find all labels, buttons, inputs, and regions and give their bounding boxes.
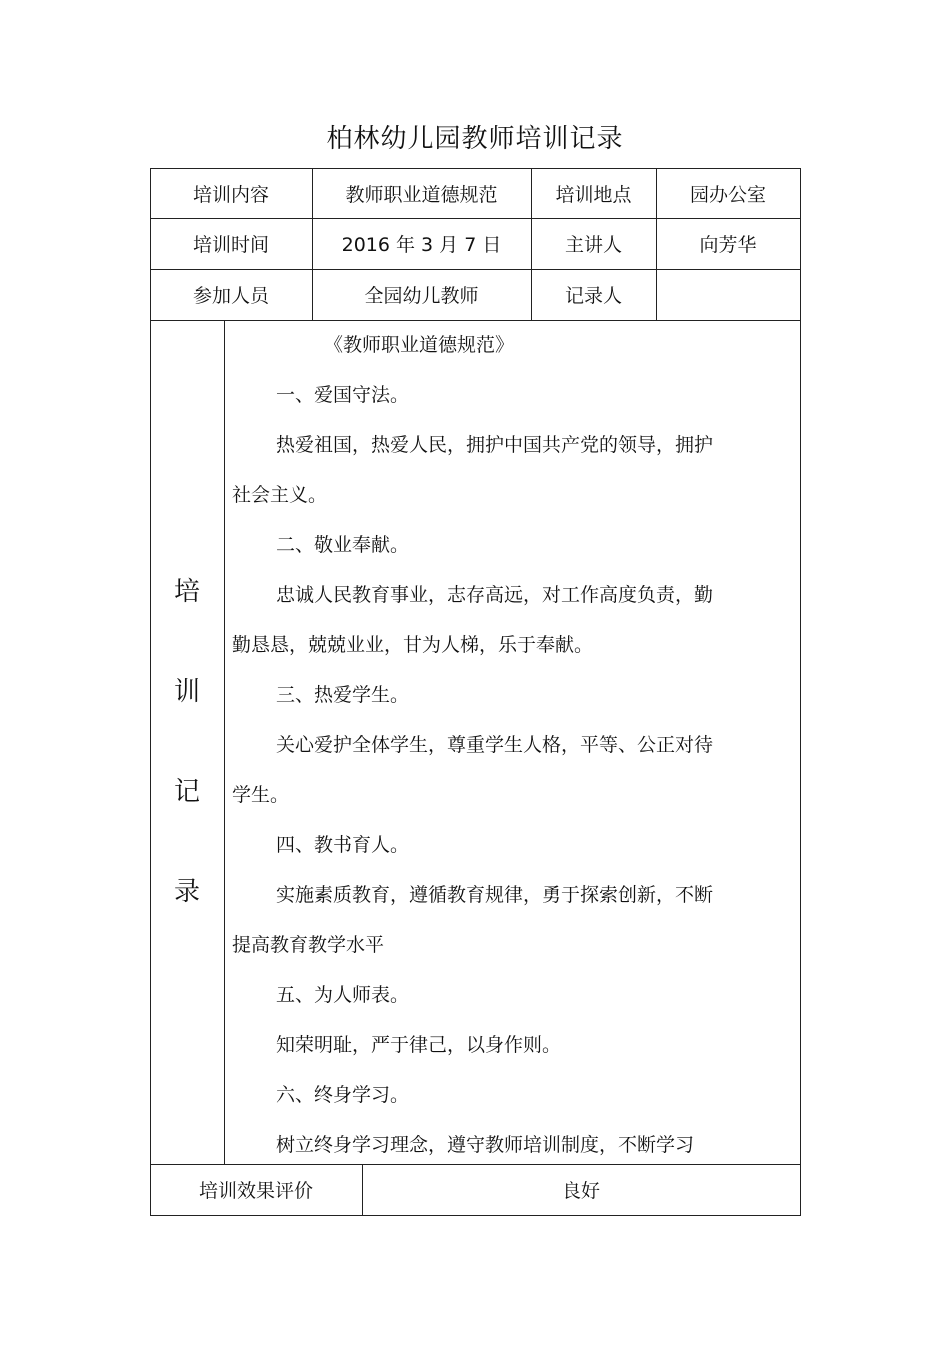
record-side-label [150,320,224,1164]
text-line: 关心爱护全体学生，尊重学生人格，平等、公正对待 [276,734,714,756]
label-location: 培训地点 [555,183,632,206]
label-speaker: 主讲人 [564,234,622,256]
text-line: 二、敬业奉献。 [276,534,410,556]
value-recorder [656,269,800,320]
text-line: 热爱祖国，热爱人民，拥护中国共产党的领导，拥护 [276,434,714,456]
text-line: 一、爱国守法。 [276,384,410,406]
side-char: 录 [173,877,200,907]
side-char: 训 [173,677,200,707]
label-content: 培训内容 [192,183,269,206]
text-line: 勤恳恳，兢兢业业，甘为人梯，乐于奉献。 [232,634,594,656]
text-line: 提高教育教学水平 [232,934,385,956]
text-line: 学生。 [232,784,290,806]
text-line: 六、终身学习。 [276,1084,410,1106]
label-evaluation: 培训效果评价 [198,1180,313,1202]
text-line: 社会主义。 [232,484,328,506]
value-participants: 全园幼儿教师 [364,285,479,307]
value-speaker: 向芳华 [699,234,757,256]
value-content: 教师职业道德规范 [345,183,498,206]
text-line: 实施素质教育，遵循教育规律，勇于探索创新，不断 [276,884,714,906]
text-line: 知荣明耻，严于律己，以身作则。 [276,1034,562,1056]
label-recorder: 记录人 [564,285,622,307]
text-line: 四、教书育人。 [276,834,410,856]
text-line: 五、为人师表。 [276,984,410,1006]
training-record-table [150,168,801,1216]
text-line: 忠诚人民教育事业，志存高远，对工作高度负责，勤 [276,584,714,606]
text-line: 三、热爱学生。 [276,684,410,706]
label-time: 培训时间 [192,234,269,256]
label-participants: 参加人员 [192,285,269,307]
value-location: 园办公室 [689,183,766,206]
record-heading: 《教师职业道德规范》 [324,334,515,356]
side-char: 培 [173,577,200,607]
value-time: 2016 年 3 月 7 日 [341,234,502,256]
side-char: 记 [173,777,200,807]
page-title: 柏林幼儿园教师培训记录 [326,124,624,154]
text-line: 树立终身学习理念，遵守教师培训制度，不断学习 [276,1134,695,1156]
value-evaluation: 良好 [561,1180,600,1202]
